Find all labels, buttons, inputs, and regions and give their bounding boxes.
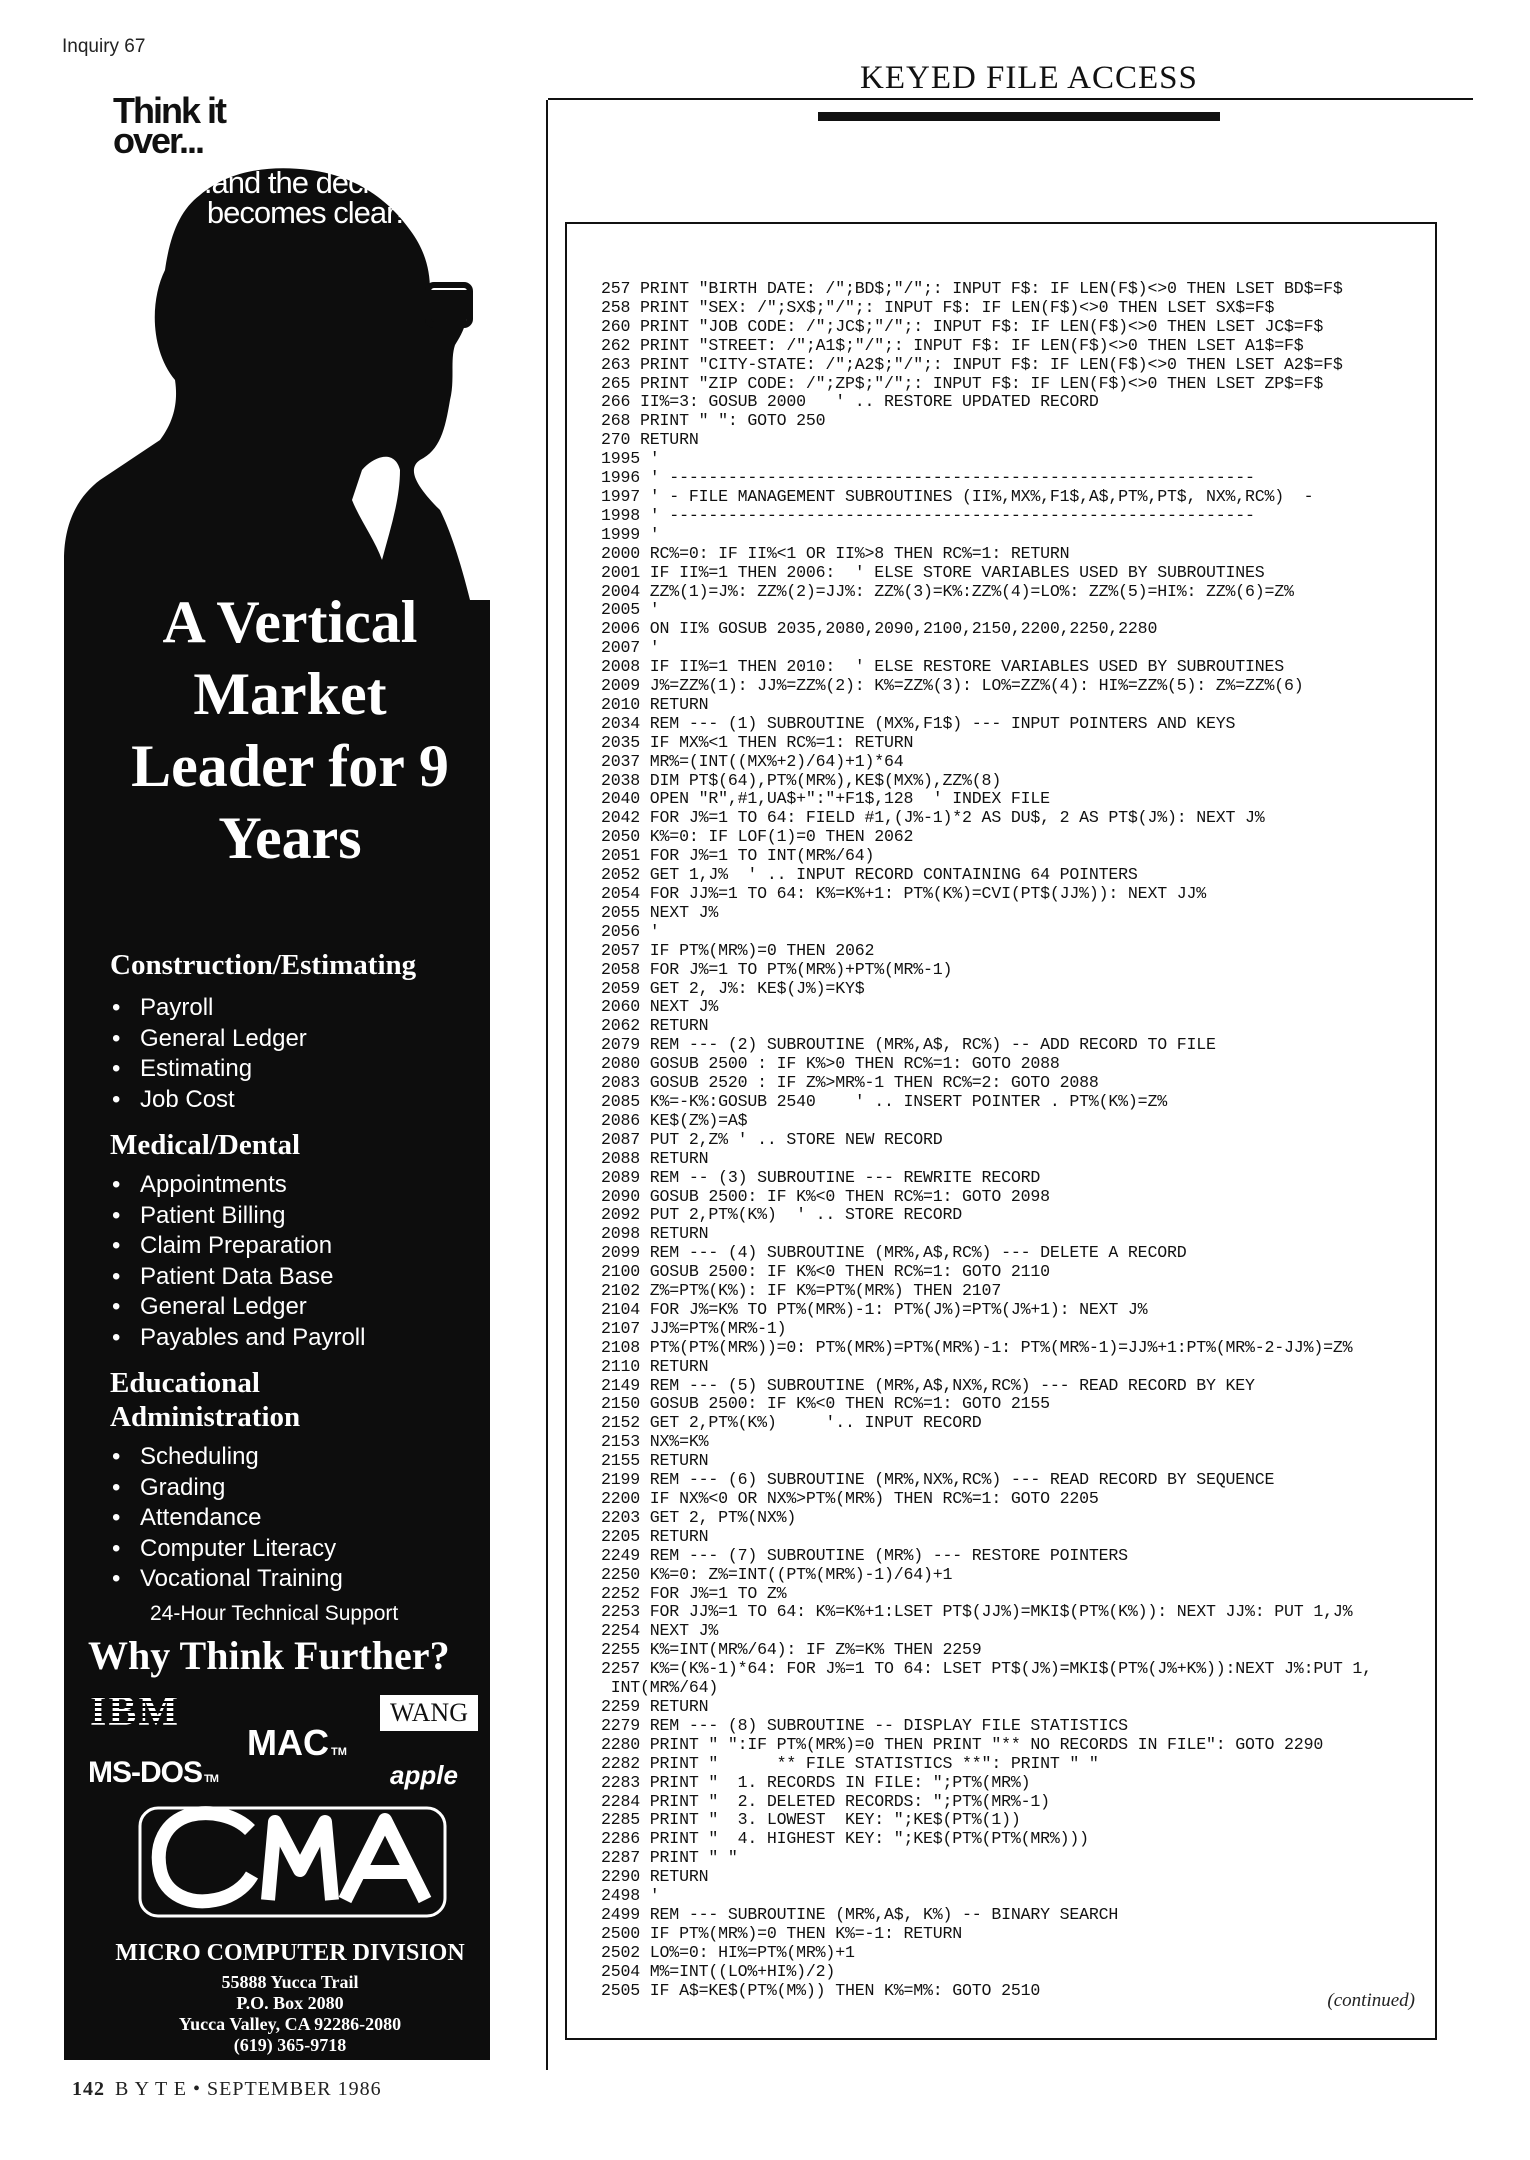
trademark-mark: TM [330,1746,347,1758]
listing-line: 2037 MR%=(INT((MX%+2)/64)+1)*64 [601,751,904,771]
section-title: Medical/Dental [110,1129,301,1161]
think-it-over-text: Think it over... [113,90,225,161]
list-item: • Patient Billing [112,1201,365,1232]
address-line: P.O. Box 2080 [236,1993,344,2013]
listing-line: 2060 NEXT J% [601,997,719,1017]
list-item: • Claim Preparation [112,1231,365,1262]
msdos-logo [88,1756,218,1790]
listing-line: 2254 NEXT J% [601,1621,719,1641]
listing-line: 265 PRINT "ZIP CODE: /";ZP$;"/";: INPUT F$: IF LEN(F$)<>0 THEN LSET ZP$=F$ [601,373,1324,393]
listing-line: 257 PRINT "BIRTH DATE: /";BD$;"/";: INPUT F$: IF LEN(F$)<>0 THEN LSET BD$=F$ [601,279,1343,298]
list-item: • Grading [112,1473,343,1504]
list-item: • Payables and Payroll [112,1323,365,1354]
listing-line: 2108 PT%(PT%(MR%))=0: PT%(MR%)=PT%(MR%)-1: PT%(MR%-1)=JJ%+1:PT%(MR%-2-JJ%)=Z% [601,1337,1353,1357]
address-line: 55888 Yucca Trail [221,1972,359,1992]
list-item: • Estimating [112,1054,307,1085]
listing-line: 2056 ' [601,921,660,941]
listing-line: 2087 PUT 2,Z% ' .. STORE NEW RECORD [601,1129,943,1149]
listing-line: 2092 PUT 2,PT%(K%) ' .. STORE RECORD [601,1205,963,1225]
listing-line: 2286 PRINT " 4. HIGHEST KEY: ";KE$(PT%(PT%(MR%))) [601,1829,1089,1849]
listing-line: 2290 RETURN [601,1867,709,1887]
listing-line: 2110 RETURN [601,1356,709,1376]
list-item: • Attendance [112,1503,343,1534]
listing-line: 2498 ' [601,1886,660,1906]
listing-line: 2502 LO%=0: HI%=PT%(MR%)+1 [601,1942,855,1962]
listing-line: 2050 K%=0: IF LOF(1)=0 THEN 2062 [601,827,914,847]
article-title: KEYED FILE ACCESS [860,60,1198,96]
listing-line: 1997 ' - FILE MANAGEMENT SUBROUTINES (II%,MX%,F1$,A$,PT%,PT$, NX%,RC%) - [601,486,1314,506]
listing-line: 2057 IF PT%(MR%)=0 THEN 2062 [601,940,875,960]
list-item: • Appointments [112,1170,365,1201]
listing-line: 2104 FOR J%=K% TO PT%(MR%)-1: PT%(J%)=PT%(J%+1): NEXT J% [601,1299,1148,1319]
address-line: Yucca Valley, CA 92286-2080 [178,2014,402,2034]
continued-note: (continued) [1327,1990,1415,2011]
section-list [112,993,307,1115]
listing-line: 2088 RETURN [601,1148,709,1168]
listing-line: 1999 ' [601,524,660,544]
listing-line: 1995 ' [601,449,660,469]
listing-line: 263 PRINT "CITY-STATE: /";A2$;"/";: INPUT F$: IF LEN(F$)<>0 THEN LSET A2$=F$ [601,354,1343,374]
listing-line: 2500 IF PT%(MR%)=0 THEN K%=-1: RETURN [601,1923,963,1943]
listing-line: 2149 REM --- (5) SUBROUTINE (MR%,A$,NX%,RC%) --- READ RECORD BY KEY [601,1375,1255,1395]
listing-line: 2257 K%=(K%-1)*64: FOR J%=1 TO 64: LSET PT$(J%)=MKI$(PT%(J%+K%)):NEXT J%:PUT 1, [601,1659,1372,1679]
listing-line: 2058 FOR J%=1 TO PT%(MR%)+PT%(MR%-1) [601,959,953,979]
listing-line: 1996 ' ------------------------------------------------------------ [601,468,1255,488]
list-item: • General Ledger [112,1292,365,1323]
list-item: • General Ledger [112,1024,307,1055]
listing-line: 2051 FOR J%=1 TO INT(MR%/64) [601,846,875,866]
listing-line: 2083 GOSUB 2520 : IF Z%>MR%-1 THEN RC%=2: GOTO 2088 [601,1073,1099,1093]
listing-line: 2080 GOSUB 2500 : IF K%>0 THEN RC%=1: GOTO 2088 [601,1054,1060,1074]
listing-line: 2107 JJ%=PT%(MR%-1) [601,1318,787,1338]
listing-line: 2259 RETURN [601,1696,709,1716]
listing-line: 2203 GET 2, PT%(NX%) [601,1507,797,1527]
listing-line: 2005 ' [601,600,660,620]
listing-line: 2035 IF MX%<1 THEN RC%=1: RETURN [601,732,914,752]
listing-line: 2253 FOR JJ%=1 TO 64: K%=K%+1:LSET PT$(JJ%)=MKI$(PT%(K%)): NEXT JJ%: PUT 1,J% [601,1602,1353,1622]
tagline: Why Think Further? [88,1633,450,1678]
listing-line: 2252 FOR J%=1 TO Z% [601,1583,787,1603]
column-divider [546,100,548,2070]
listing-line: 2205 RETURN [601,1526,709,1546]
listing-line: 2055 NEXT J% [601,902,719,922]
ad-headline: A Vertical Market Leader for 9 Years [131,589,449,871]
listing-line: 2279 REM --- (8) SUBROUTINE -- DISPLAY FILE STATISTICS [601,1715,1128,1735]
phone-number: (619) 365-9718 [233,2035,347,2055]
publication-line: B Y T E • SEPTEMBER 1986 [115,2078,382,2100]
listing-line: 2004 ZZ%(1)=J%: ZZ%(2)=JJ%: ZZ%(3)=K%:ZZ%(4)=LO%: ZZ%(5)=HI%: ZZ%(6)=Z% [601,581,1294,601]
listing-line: 262 PRINT "STREET: /";A1$;"/";: INPUT F$: IF LEN(F$)<>0 THEN LSET A1$=F$ [601,335,1304,355]
support-text: 24-Hour Technical Support [150,1602,399,1625]
mac-logo [247,1722,347,1764]
page-number: 142 [72,2078,105,2100]
inquiry-label: Inquiry 67 [62,36,146,57]
list-item: • Scheduling [112,1442,343,1473]
listing-line: 2504 M%=INT((LO%+HI%)/2) [601,1961,836,1981]
list-item: • Vocational Training [112,1564,343,1595]
listing-line: 2054 FOR JJ%=1 TO 64: K%=K%+1: PT%(K%)=CVI(PT$(JJ%)): NEXT JJ% [601,884,1206,903]
listing-line: 2255 K%=INT(MR%/64): IF Z%=K% THEN 2259 [601,1640,982,1660]
listing-line: 2505 IF A$=KE$(PT%(M%)) THEN K%=M%: GOTO 2510 [601,1980,1041,2000]
list-item: • Computer Literacy [112,1534,343,1565]
listing-line: 2150 GOSUB 2500: IF K%<0 THEN RC%=1: GOTO 2155 [601,1394,1050,1414]
listing-line: 2042 FOR J%=1 TO 64: FIELD #1,(J%-1)*2 AS DU$, 2 AS PT$(J%): NEXT J% [601,808,1265,828]
listing-line: 2199 REM --- (6) SUBROUTINE (MR%,NX%,RC%) --- READ RECORD BY SEQUENCE [601,1470,1275,1490]
listing-line: 270 RETURN [601,430,699,450]
listing-line: 2250 K%=0: Z%=INT((PT%(MR%)-1)/64)+1 [601,1564,953,1584]
listing-line: 2282 PRINT " ** FILE STATISTICS **": PRINT " " [601,1753,1099,1773]
listing-line: 2010 RETURN [601,694,709,714]
decision-text: ...and the decision becomes clear! [188,165,422,230]
wang-logo: WANG [380,1695,478,1731]
listing-line: 2280 PRINT " ":IF PT%(MR%)=0 THEN PRINT "** NO RECORDS IN FILE": GOTO 2290 [601,1734,1324,1754]
header-rule [548,98,1473,100]
listing-line: 2100 GOSUB 2500: IF K%<0 THEN RC%=1: GOTO 2110 [601,1262,1050,1282]
listing-line: 2090 GOSUB 2500: IF K%<0 THEN RC%=1: GOTO 2098 [601,1186,1050,1206]
listing-line: 2062 RETURN [601,1016,709,1036]
program-listing [601,280,1372,2000]
msdos-text: MS-DOS [88,1756,202,1789]
page-footer [72,2078,382,2101]
mac-text: MAC [247,1722,329,1763]
listing-line: 2034 REM --- (1) SUBROUTINE (MX%,F1$) --- INPUT POINTERS AND KEYS [601,713,1236,733]
listing-line: 2099 REM --- (4) SUBROUTINE (MR%,A$,RC%) --- DELETE A RECORD [601,1243,1187,1263]
listing-line: 1998 ' ------------------------------------------------------------ [601,505,1255,525]
listing-line: 2098 RETURN [601,1224,709,1244]
listing-line: 2006 ON II% GOSUB 2035,2080,2090,2100,2150,2200,2250,2280 [601,619,1158,639]
company-address [70,1972,510,2056]
listing-line: 2152 GET 2,PT%(K%) '.. INPUT RECORD [601,1413,982,1433]
listing-line: INT(MR%/64) [601,1678,719,1698]
listing-line: 2155 RETURN [601,1451,709,1471]
trademark-mark: TM [204,1773,218,1785]
listing-line: 2007 ' [601,638,660,658]
listing-line: 2079 REM --- (2) SUBROUTINE (MR%,A$, RC%) -- ADD RECORD TO FILE [601,1035,1216,1055]
program-listing-box [565,222,1437,2040]
list-item: • Job Cost [112,1085,307,1116]
listing-line: 2089 REM -- (3) SUBROUTINE --- REWRITE RECORD [601,1167,1041,1187]
header-bar [818,112,1220,121]
section-title: Educational Administration [110,1367,301,1433]
listing-line: 2153 NX%=K% [601,1432,709,1452]
listing-line: 2038 DIM PT$(64),PT%(MR%),KE$(MX%),ZZ%(8) [601,770,1002,790]
ibm-logo: IBM [90,1689,180,1735]
listing-line: 2249 REM --- (7) SUBROUTINE (MR%) --- RESTORE POINTERS [601,1545,1128,1565]
listing-line: 268 PRINT " ": GOTO 250 [601,411,826,431]
list-item: • Payroll [112,993,307,1024]
listing-line: 2009 J%=ZZ%(1): JJ%=ZZ%(2): K%=ZZ%(3): LO%=ZZ%(4): HI%=ZZ%(5): Z%=ZZ%(6) [601,676,1304,696]
listing-line: 2001 IF II%=1 THEN 2006: ' ELSE STORE VARIABLES USED BY SUBROUTINES [601,562,1265,582]
section-list [112,1170,365,1353]
listing-line: 2000 RC%=0: IF II%<1 OR II%>8 THEN RC%=1: RETURN [601,543,1070,563]
listing-line: 260 PRINT "JOB CODE: /";JC$;"/";: INPUT F$: IF LEN(F$)<>0 THEN LSET JC$=F$ [601,316,1324,336]
listing-line: 2052 GET 1,J% ' .. INPUT RECORD CONTAINING 64 POINTERS [601,865,1138,885]
list-item: • Patient Data Base [112,1262,365,1293]
listing-line: 2200 IF NX%<0 OR NX%>PT%(MR%) THEN RC%=1: GOTO 2205 [601,1489,1099,1508]
listing-line: 2284 PRINT " 2. DELETED RECORDS: ";PT%(MR%-1) [601,1791,1050,1811]
listing-line: 2499 REM --- SUBROUTINE (MR%,A$, K%) -- BINARY SEARCH [601,1904,1119,1924]
listing-line: 2040 OPEN "R",#1,UA$+":"+F1$,128 ' INDEX FILE [601,789,1050,809]
listing-line: 2102 Z%=PT%(K%): IF K%=PT%(MR%) THEN 2107 [601,1281,1002,1301]
listing-line: 2287 PRINT " " [601,1848,738,1868]
listing-line: 2086 KE$(Z%)=A$ [601,1110,748,1130]
listing-line: 266 II%=3: GOSUB 2000 ' .. RESTORE UPDATED RECORD [601,392,1099,412]
section-title: Construction/Estimating [110,949,417,981]
division-name: MICRO COMPUTER DIVISION [115,1940,465,1966]
listing-line: 2085 K%=-K%:GOSUB 2540 ' .. INSERT POINTER . PT%(K%)=Z% [601,1091,1167,1111]
listing-line: 2059 GET 2, J%: KE$(J%)=KY$ [601,978,865,998]
listing-line: 2008 IF II%=1 THEN 2010: ' ELSE RESTORE VARIABLES USED BY SUBROUTINES [601,657,1285,677]
section-list [112,1442,343,1595]
listing-line: 2285 PRINT " 3. LOWEST KEY: ";KE$(PT%(1)) [601,1810,1021,1830]
advertisement [0,0,540,2070]
listing-line: 2283 PRINT " 1. RECORDS IN FILE: ";PT%(MR%) [601,1772,1031,1792]
listing-line: 258 PRINT "SEX: /";SX$;"/";: INPUT F$: IF LEN(F$)<>0 THEN LSET SX$=F$ [601,297,1275,317]
apple-logo: apple [390,1760,458,1790]
